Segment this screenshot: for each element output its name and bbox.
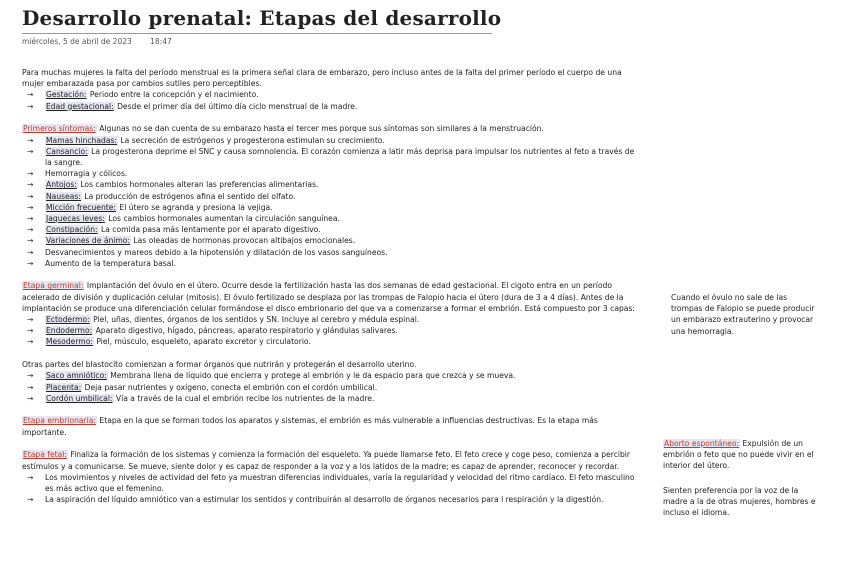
list-item-text: Aparato digestivo, hígado, páncreas, aparato respiratorio y glándulas salivares. [93, 326, 398, 336]
list-item-term: Endodermo: [46, 326, 93, 336]
arrow-icon: → [27, 90, 34, 100]
list-item-text: Periodo entre la concepción y el nacimiento. [87, 90, 259, 100]
side-note-ectopic: Cuando el óvulo no sale de las trompas de Falopio se puede producir un embarazo extrauterino y provocar una hemorragia. [671, 293, 815, 336]
list-item-text: La progesterona deprime el SNC y causa somnolencia. El corazón comienza a latir más deprisa para impulsar los nutrientes al feto a través de la sangre. [45, 146, 635, 167]
list-item [27, 393, 640, 404]
note-time: 18:47 [150, 37, 172, 46]
arrow-icon: → [27, 258, 34, 268]
arrow-icon: → [27, 236, 34, 246]
abortion-text: Expulsión de un embrión o feto que no puede vivir en el interior del útero. [663, 439, 814, 471]
arrow-icon: → [27, 101, 34, 111]
arrow-icon: → [27, 326, 34, 336]
arrow-icon: → [27, 472, 34, 482]
list-item-text: El útero se agranda y presiona la vejiga. [116, 202, 273, 212]
germinal-term: Etapa germinal: [23, 281, 84, 291]
list-item [27, 370, 640, 381]
title-divider [22, 33, 492, 34]
arrow-icon: → [27, 315, 34, 325]
list-item-term: Constipación: [46, 225, 98, 235]
embryonic-paragraph [22, 415, 640, 437]
intro-list [22, 89, 640, 111]
list-item-text: Los cambios hormonales aumentan la circulación sanguínea. [105, 213, 340, 223]
arrow-icon: → [27, 169, 34, 179]
arrow-icon: → [27, 371, 34, 381]
list-item [27, 325, 640, 336]
list-item-text: Piel, uñas, dientes, órganos de los sentidos y SN. Incluye al cerebro y médula espinal. [90, 315, 420, 325]
arrow-icon: → [27, 180, 34, 190]
list-item [27, 258, 640, 269]
symptoms-term: Primeros síntomas: [23, 124, 96, 134]
list-item-text: La producción de estrógenos afina el sentido del olfato. [81, 191, 296, 201]
list-item-term: Cordón umbilical: [46, 393, 113, 403]
arrow-icon: → [27, 213, 34, 223]
list-item-term: Nauseas: [46, 191, 81, 201]
list-item-text: Aumento de la temperatura basal. [45, 258, 176, 268]
list-item [27, 336, 640, 347]
list-item [27, 494, 640, 505]
embryonic-text: Etapa en la que se forman todos los aparatos y sistemas, el embrión es más vulnerable a influencias destructivas. Es la etapa más importante. [22, 416, 598, 437]
list-item-term: Variaciones de ánimo: [46, 236, 131, 246]
list-item-term: Gestación: [46, 90, 87, 100]
germinal-paragraph [22, 280, 640, 314]
list-item [27, 247, 640, 258]
list-item [27, 89, 640, 100]
list-item [27, 146, 640, 168]
list-item-term: Mesodermo: [46, 337, 93, 347]
germinal-text: Implantación del óvulo en el útero. Ocurre desde la fertilización hasta las dos semanas de edad gestacional. El cigoto entra en un período acelerado de división y duplicación celular (mitosis). El óvulo fertilizado se desplaza por las trompas de Falopio hacia el útero (dura de 3 a 4 días). Antes de la implantación se produce una diferenciación celular formándose el disco embrionario del que va a comenzarse a formar el embrión. Está compuesto por 3 capas: [22, 281, 635, 313]
list-item [27, 101, 640, 112]
list-item-text: Deja pasar nutrientes y oxígeno, conecta el embrión con el cordón umbilical. [82, 382, 378, 392]
list-item-term: Saco amniótico: [46, 371, 107, 381]
list-item [27, 472, 640, 494]
list-item-text: Vía a través de la cual el embrión recibe los nutrientes de la madre. [113, 393, 375, 403]
fetal-paragraph [22, 449, 640, 471]
germ-layers-list [22, 314, 640, 348]
list-item-text: Desvanecimientos y mareos debido a la hipotensión y dilatación de los vasos sanguíneos. [45, 247, 388, 257]
list-item [27, 213, 640, 224]
list-item-text: La comida pasa más lentamente por el aparato digestivo. [98, 225, 321, 235]
list-item [27, 235, 640, 246]
list-item-text: Piel, músculo, esqueleto, aparato excretor y circulatorio. [93, 337, 311, 347]
list-item-text: La secreción de estrógenos y progesterona estimulan su crecimiento. [118, 135, 385, 145]
list-item-text: Hemorragia y cólicos. [45, 169, 128, 179]
side-note-voice: Sienten preferencia por la voz de la madre a la de otras mujeres, hombres e incluso el idioma. [663, 486, 816, 518]
symptoms-list [22, 135, 640, 269]
list-item-term: Jaquecas leves: [46, 213, 105, 223]
arrow-icon: → [27, 382, 34, 392]
list-item [27, 314, 640, 325]
symptoms-paragraph [22, 123, 640, 134]
fetal-term: Etapa fetal: [23, 450, 67, 460]
list-item-term: Mamas hinchadas: [46, 135, 117, 145]
list-item [27, 168, 640, 179]
arrow-icon: → [27, 495, 34, 505]
list-item [27, 224, 640, 235]
side-note-abortion [663, 438, 819, 472]
arrow-icon: → [27, 225, 34, 235]
arrow-icon: → [27, 135, 34, 145]
list-item-term: Ectodermo: [46, 315, 90, 325]
list-item [27, 191, 640, 202]
abortion-term: Aborto espontáneo: [664, 439, 740, 448]
list-item [27, 179, 640, 190]
list-item-term: Cansancio: [46, 146, 88, 156]
fetal-list [22, 472, 640, 506]
embryonic-term: Etapa embrionaria: [23, 416, 96, 426]
list-item-term: Antojos: [46, 180, 77, 190]
symptoms-text: Algunas no se dan cuenta de su embarazo hasta el tercer mes porque sus síntomas son similares a la menstruación. [96, 124, 544, 134]
list-item-text: La aspiración del líquido amniótico van a estimular los sentidos y contribuirán al desarrollo de órganos necesarios para l respiración y la digestión. [45, 495, 604, 505]
fetal-text: Finaliza la formación de los sistemas y comienza la formación del esqueleto. Ya puede llamarse feto. El feto crece y coge peso, comienza a percibir estímulos y a comunicarse. Se mueve, siente dolor y es capaz de responder a la voz y a los latidos de la madre; es capaz de aprender, reconocer y recordar. [22, 450, 631, 471]
list-item-term: Placenta: [46, 382, 82, 392]
arrow-icon: → [27, 247, 34, 257]
page-title: Desarrollo prenatal: Etapas del desarrollo [22, 6, 502, 30]
list-item-term: Micción frecuente: [46, 202, 116, 212]
list-item-term: Edad gestacional: [46, 101, 114, 111]
intro-paragraph: Para muchas mujeres la falta del período menstrual es la primera señal clara de embarazo, pero incluso antes de la falta del primer período el cuerpo de una mujer embarazada pasa por cambios sutiles pero perceptibles. [22, 68, 622, 89]
list-item-text: Membrana llena de líquido que encierra y protege al embrión y le da espacio para que crezca y se mueva. [107, 371, 516, 381]
arrow-icon: → [27, 202, 34, 212]
list-item-text: Los cambios hormonales alteran las preferencias alimentarias. [77, 180, 319, 190]
note-meta [22, 37, 172, 46]
blastocyst-paragraph: Otras partes del blastocito comienzan a formar órganos que nutrirán y protegerán el desarrollo uterino. [22, 360, 417, 370]
list-item [27, 135, 640, 146]
list-item-text: Los movimientos y niveles de actividad del feto ya muestran diferencias individuales, varía la regularidad y velocidad del ritmo cardíaco. El feto masculino es más activo que el femenino. [45, 472, 635, 493]
arrow-icon: → [27, 393, 34, 403]
list-item [27, 202, 640, 213]
arrow-icon: → [27, 191, 34, 201]
list-item-text: Las oleadas de hormonas provocan altibajos emocionales. [131, 236, 356, 246]
blastocyst-list [22, 370, 640, 404]
arrow-icon: → [27, 146, 34, 156]
arrow-icon: → [27, 337, 34, 347]
list-item [27, 382, 640, 393]
list-item-text: Desde el primer día del último día ciclo menstrual de la madre. [114, 101, 358, 111]
note-date: miércoles, 5 de abril de 2023 [22, 37, 132, 46]
note-body [22, 67, 640, 505]
